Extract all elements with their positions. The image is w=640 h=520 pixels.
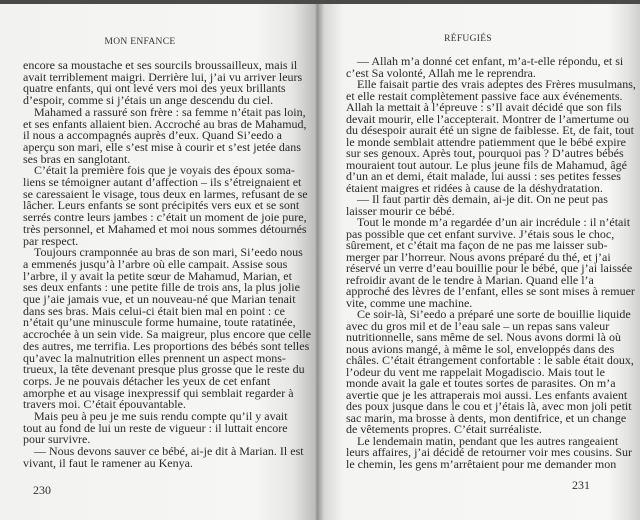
right-page xyxy=(318,4,640,520)
text-line: par respect. xyxy=(23,233,79,248)
text-line: vivant, il faut le ramener au Kenya. xyxy=(23,455,193,470)
text-line: nous avions mangé, à même le sol, enveloppés dans des xyxy=(346,341,615,356)
text-line: pour survivre. xyxy=(23,432,91,447)
text-line: l’arbre, il y avait la petite sœur de Mahamud, Marian, et xyxy=(23,268,292,283)
text-line: de vêtements propres. C’était surréaliste. xyxy=(346,422,542,436)
text-line: avertie que je les attraperais moi aussi. Les enfants avaient xyxy=(346,387,628,402)
text-line: approché des lèvres de l’enfant, elles se sont mises à remuer xyxy=(346,284,635,298)
text-line: leurs affaires, j’ai décidé de retourner voir mes cousins. Sur xyxy=(346,445,633,459)
text-line: du désespoir aurait été un signe de faiblesse. Et, de fait, tout xyxy=(346,123,634,137)
text-line: c’est Sa volonté, Allah me le reprendra. xyxy=(346,65,536,80)
text-line: vite, comme une machine. xyxy=(346,295,473,310)
text-line: se caressaient le visage, tous deux en larmes, refusant de se xyxy=(23,186,308,201)
text-line: a emmenés jusqu’à l’arbre où elle campait. Assise sous xyxy=(23,256,288,271)
text-line: avec du gros mil et de l’eau sale – un repas sans valeur xyxy=(346,318,610,333)
text-line: d’espoir, comme si j’étais un ange descendu du ciel. xyxy=(23,93,274,108)
text-line: corps. Je ne pouvais détacher les yeux de cet enfant xyxy=(23,373,271,388)
text-line: refroidir avant de le tendre à Marian. Quand elle l’a xyxy=(346,272,594,287)
text-line: aperçu son mari, elle s’est mise à courir et s’est jetée dans xyxy=(23,139,301,154)
text-line: lâcher. Leurs enfants se sont précipités vers eux et se sont xyxy=(23,198,300,213)
text-line: Mahamed a rassuré son frère : sa femme n’était pas loin, xyxy=(34,104,306,119)
text-line: mouraient tout autour. Le plus jeune fils de Mahamud, âgé xyxy=(346,157,627,172)
text-line: Mais peu à peu je me suis rendu compte qu’il y avait xyxy=(34,409,288,423)
text-line: Le lendemain matin, pendant que les autres rangeaient xyxy=(357,433,619,448)
text-line: le monde semblait attendre patiemment que le bébé expire xyxy=(346,134,626,149)
left-page xyxy=(0,4,318,520)
text-line: Toujours cramponnée au bras de son mari, Si’eedo nous xyxy=(34,245,303,260)
text-line: châles. C’était étrangement confortable : le sable était doux, xyxy=(346,353,634,367)
text-line: ses bras en sanglotant. xyxy=(23,151,131,166)
running-header-right: RÉFUGIÉS xyxy=(444,34,492,44)
text-line: nutritionnelle, sans même de sel. Nous avons dormi là où xyxy=(346,330,621,344)
text-line: sac marin, ma brosse à dents, mon dentifrice, et un change xyxy=(346,410,627,425)
text-line: des autres, me terrifia. Les proportions des bébés sont telles xyxy=(23,338,310,353)
text-line: tout au fond de lui un reste de vigueur : il luttait encore xyxy=(23,420,288,435)
text-line: et elle restait complètement passive face aux événements. xyxy=(346,88,623,103)
text-line: ses deux enfants : une petite fille de trois ans, la plus jolie xyxy=(23,280,300,295)
text-line: que j’aie jamais vue, et un nouveau-né que Marian tenait xyxy=(23,292,296,306)
text-line: devait mourir, elle l’accepterait. Montrer de l’amertume ou xyxy=(346,111,630,126)
text-line: serrés contre leurs jambes : c’était un moment de joie pure, xyxy=(23,210,307,225)
text-line: liens se témoigner autant d’affection – ils s’étreignaient et xyxy=(23,175,302,189)
text-line: Allah la mettait à l’épreuve : s’Il avait décidé que son fils xyxy=(346,100,622,114)
text-line: sûrement, et c’était ma façon de ne pas me laisser sub- xyxy=(346,238,608,252)
text-line: étaient maigres et ridées à cause de la déshydratation. xyxy=(346,180,603,195)
text-line: très personnel, et Mahamed et moi nous sommes détournés xyxy=(23,221,307,236)
text-line: le chemin, les gens m’arrêtaient pour me demander mon xyxy=(346,456,617,471)
text-line: il nous a accompagnés auprès d’eux. Quand Si’eedo a xyxy=(23,128,282,143)
text-line: — Allah m’a donné cet enfant, m’a-t-elle répondu, et si xyxy=(357,54,624,68)
text-line: merger par l’horreur. Nous avons préparé du thé, et j’ai xyxy=(346,249,611,264)
text-line: Tout le monde m’a regardée d’un air incrédule : il n’était xyxy=(357,215,631,229)
text-line: d’un an et demi, était malade, lui aussi : ses petites fesses xyxy=(346,169,621,183)
text-line: avait terriblement maigri. Derrière lui, j’ai vu arriver leurs xyxy=(23,69,303,84)
text-line: quatre enfants, qui ont levé vers moi des yeux brillants xyxy=(23,81,286,96)
text-line: — Il faut partir dès demain, ai-je dit. On ne peut pas xyxy=(357,192,608,206)
text-line: réservé un verre d’eau bouillie pour le bébé, que j’ai laissée xyxy=(346,261,633,275)
text-line: accrochée à un sein vide. Sa maigreur, plus encore que celle xyxy=(23,327,312,342)
page-number-left: 230 xyxy=(33,483,51,497)
text-line: amorphe et au visage inexpressif qui semblait regarder à xyxy=(23,385,294,400)
text-line: pas possible que cet enfant survive. J’étais sous le choc, xyxy=(346,226,615,241)
text-line: travers moi. C’était épouvantable. xyxy=(23,397,186,412)
text-line: sur ses genoux. Après tout, pourquoi pas ? D’autres bébés xyxy=(346,146,624,160)
text-line: laisser mourir ce bébé. xyxy=(346,203,455,218)
text-line: qu’avec la malnutrition elles prennent un aspect mons- xyxy=(23,350,286,365)
page-number-right: 231 xyxy=(572,478,590,492)
text-line: — Nous devons sauver ce bébé, ai-je dit à Marian. Il est xyxy=(34,444,304,459)
text-line: encore sa moustache et ses sourcils broussailleux, mais il xyxy=(23,58,298,72)
text-line: n’était qu’une minuscule forme humaine, toute ratatinée, xyxy=(23,315,296,330)
text-line: et ses enfants allaient bien. Accroché au bras de Mahamud, xyxy=(23,116,307,131)
text-line: C’était la première fois que je voyais des époux soma- xyxy=(34,163,295,178)
text-line: trueux, la tête devenant presque plus grosse que le reste du xyxy=(23,362,305,377)
text-line: des poux jusque dans le cou et j’étais là, avec mon joli petit xyxy=(346,399,632,413)
text-line: l’odeur du vent me rappelait Mogadiscio. Mais tout le xyxy=(346,364,605,379)
text-line: dans ses bras. Mais celui-ci était bien mal en point : ce xyxy=(23,303,285,318)
text-line: monde avait la gale et toutes sortes de parasites. On m’a xyxy=(346,376,616,390)
text-line: Elle faisait partie des vrais adeptes des Frères musulmans, xyxy=(357,77,636,91)
text-line: Ce soir-là, Si’eedo a préparé une sorte de bouillie liquide xyxy=(357,307,631,321)
running-header-left: MON ENFANCE xyxy=(104,37,176,47)
